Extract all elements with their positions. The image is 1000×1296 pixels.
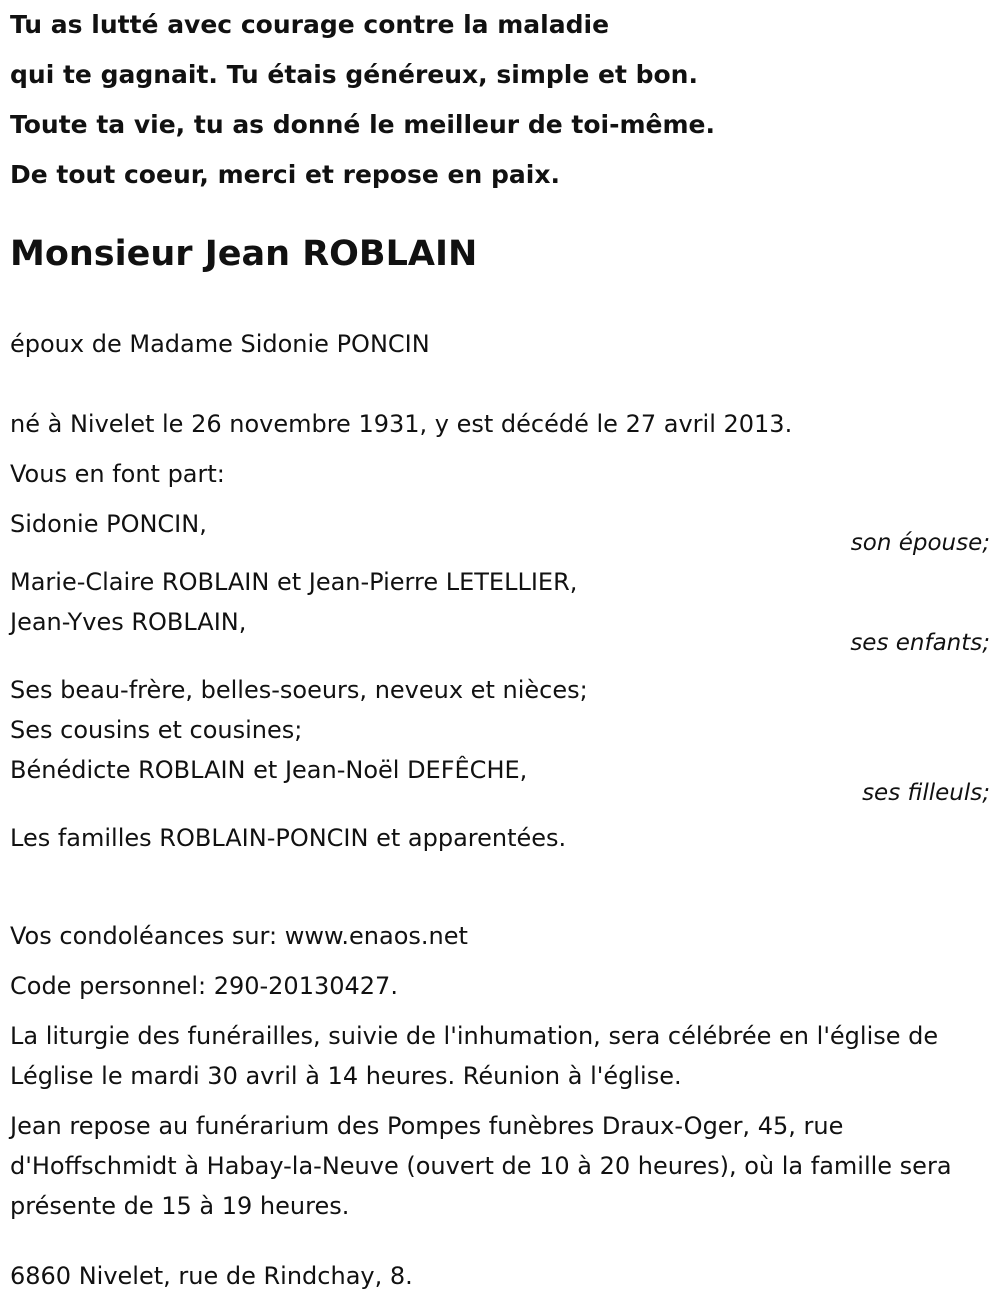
children-block [10, 562, 990, 656]
funeral-home-paragraph: Jean repose au funérarium des Pompes funèbres Draux-Oger, 45, rue d'Hoffschmidt à Habay-la-Neuve (ouvert de 10 à 20 heures), où la famille sera présente de 15 à 19 heures. [10, 1112, 952, 1220]
family-name: Ses beau-frère, belles-soeurs, neveux et nièces; [10, 676, 588, 704]
birth-death-line: né à Nivelet le 26 novembre 1931, y est décédé le 27 avril 2013. [10, 410, 793, 438]
family-name: Bénédicte ROBLAIN et Jean-Noël DEFÊCHE, [10, 756, 528, 784]
role-label: son épouse; [850, 530, 990, 556]
announcement-intro: Vous en font part: [10, 460, 225, 488]
role-label: ses enfants; [850, 630, 990, 656]
poem-line: Tu as lutté avec courage contre la maladie [10, 10, 610, 39]
address-line: 6860 Nivelet, rue de Rindchay, 8. [10, 1262, 413, 1290]
relatives-block [10, 670, 990, 806]
poem-line: De tout coeur, merci et repose en paix. [10, 160, 560, 189]
deceased-name: Monsieur Jean ROBLAIN [10, 234, 478, 274]
families-line: Les familles ROBLAIN-PONCIN et apparentées. [10, 824, 567, 852]
family-name: Jean-Yves ROBLAIN, [10, 608, 247, 636]
spouse-line: époux de Madame Sidonie PONCIN [10, 330, 430, 358]
poem [10, 0, 990, 200]
personal-code: Code personnel: 290-20130427. [10, 972, 398, 1000]
family-name: Ses cousins et cousines; [10, 716, 303, 744]
poem-line: Toute ta vie, tu as donné le meilleur de toi-même. [10, 110, 715, 139]
condolences-line: Vos condoléances sur: www.enaos.net [10, 922, 468, 950]
liturgy-paragraph: La liturgie des funérailles, suivie de l'inhumation, sera célébrée en l'église de Léglise le mardi 30 avril à 14 heures. Réunion à l'église. [10, 1022, 939, 1090]
obituary-page [10, 0, 990, 1296]
poem-line: qui te gagnait. Tu étais généreux, simple et bon. [10, 60, 698, 89]
spouse-block [10, 504, 990, 556]
role-label: ses filleuls; [862, 780, 990, 806]
family-name: Sidonie PONCIN, [10, 510, 207, 538]
family-name: Marie-Claire ROBLAIN et Jean-Pierre LETELLIER, [10, 568, 578, 596]
